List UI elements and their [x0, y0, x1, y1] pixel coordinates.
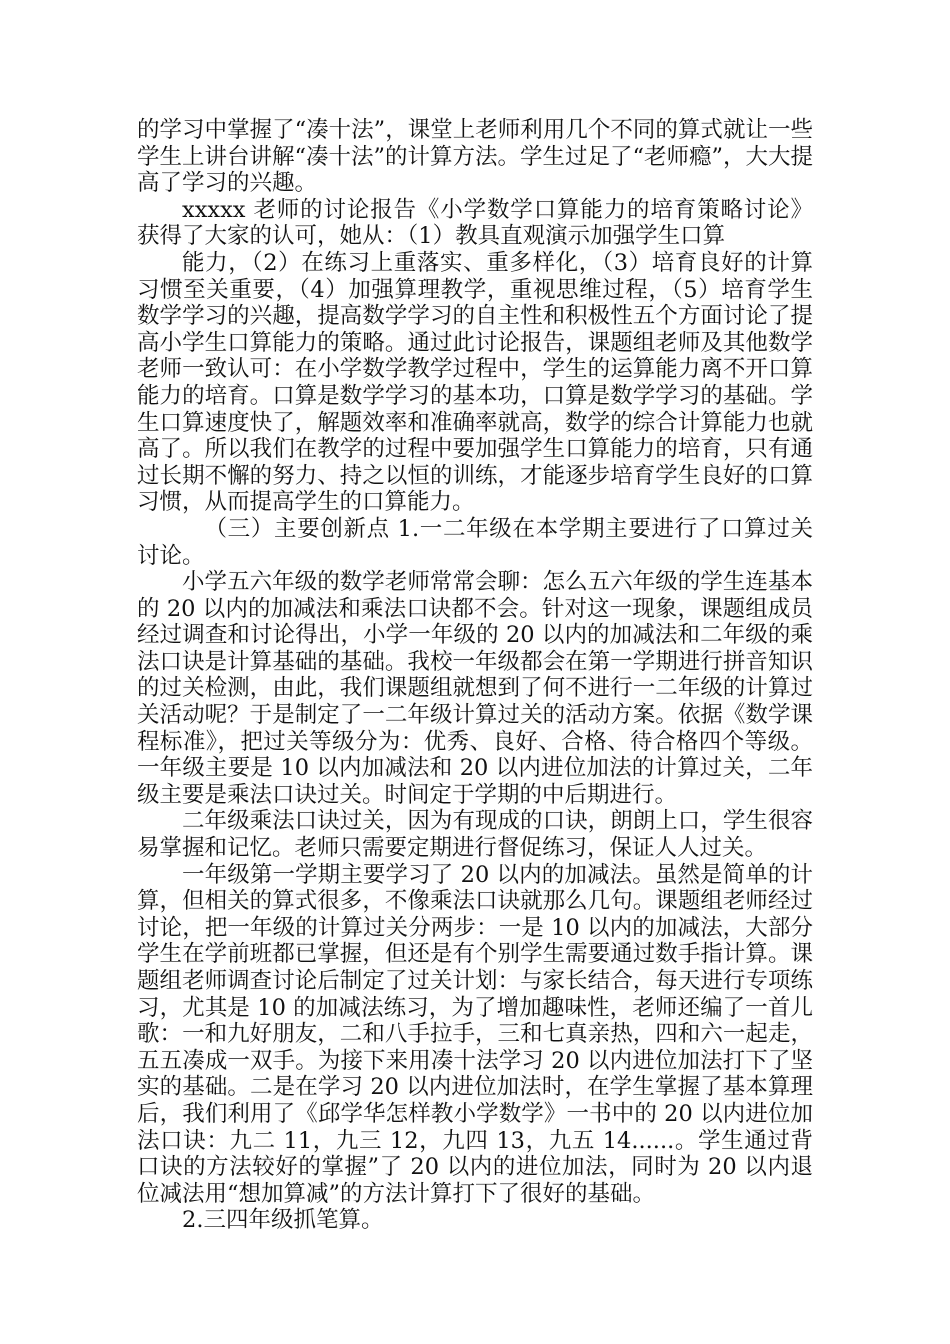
paragraph-grade-2-multiplication: 二年级乘法口诀过关，因为有现成的口诀，朗朗上口，学生很容易掌握和记忆。老师只需要定期进行督促练习，保证人人过关。	[137, 808, 813, 862]
paragraph-report-strategies: 能力，（2）在练习上重落实、重多样化，（3）培育良好的计算习惯至关重要，（4）加强算理教学，重视思维过程，（5）培育学生数学学习的兴趣，提高数学学习的自主性和积极性五个方面讨论了提高小学生口算能力的策略。通过此讨论报告，课题组老师及其他数学老师一致认可：在小学数学教学过程中，学生的运算能力离不开口算能力的培育。口算是数学学习的基本功，口算是数学学习的基础。学生口算速度快了，解题效率和准确率就高，数学的综合计算能力也就高了。所以我们在教学的过程中要加强学生口算能力的培育，只有通过长期不懈的努力、持之以恒的训练，才能逐步培育学生良好的口算习惯，从而提高学生的口算能力。	[137, 249, 813, 516]
paragraph-continuation: 的学习中掌握了“凑十法”，课堂上老师利用几个不同的算式就让一些学生上讲台讲解“凑十法”的计算方法。学生过足了“老师瘾”，大大提高了学习的兴趣。	[137, 117, 814, 197]
document-page	[137, 117, 813, 1234]
paragraph-innovation-heading: （三）主要创新点 1.一二年级在本学期主要进行了口算过关讨论。	[137, 515, 813, 569]
paragraph-report-intro: xxxxx 老师的讨论报告《小学数学口算能力的培育策略讨论》获得了大家的认可，她从：（1）教具直观演示加强学生口算	[137, 196, 813, 250]
paragraph-grade-1-addition: 一年级第一学期主要学习了 20 以内的加减法。虽然是简单的计算，但相关的算式很多，不像乘法口诀就那么几句。课题组老师经过讨论，把一年级的计算过关分两步：一是 10 以内的加减法，大部分学生在学前班都已掌握，但还是有个别学生需要通过数手指计算。课题组老师调查讨论后制定了过关计划：与家长结合，每天进行专项练习，尤其是 10 的加减法练习，为了增加趣味性，老师还编了一首儿歌：一和九好朋友，二和八手拉手，三和七真亲热，四和六一起走，五五凑成一双手。为接下来用凑十法学习 20 以内进位加法打下了坚实的基础。二是在学习 20 以内进位加法时，在学生掌握了基本算理后，我们利用了《邱学华怎样教小学数学》一书中的 20 以内进位加法口诀：九二 11，九三 12，九四 13，九五 14......。学生通过背口诀的方法较好的掌握”了 20 以内的进位加法，同时为 20 以内退位减法用“想加算减”的方法计算打下了很好的基础。	[137, 861, 813, 1207]
paragraph-grade-3-4-heading: 2.三四年级抓笔算。	[182, 1207, 384, 1234]
paragraph-grade-1-2-plan: 小学五六年级的数学老师常常会聊：怎么五六年级的学生连基本的 20 以内的加减法和乘法口诀都不会。针对这一现象，课题组成员经过调查和讨论得出，小学一年级的 20 以内的加减法和二年级的乘法口诀是计算基础的基础。我校一年级都会在第一学期进行拼音知识的过关检测，由此，我们课题组就想到了何不进行一二年级的计算过关活动呢？于是制定了一二年级计算过关的活动方案。依据《数学课程标准》，把过关等级分为：优秀、良好、合格、待合格四个等级。一年级主要是 10 以内加减法和 20 以内进位加法的计算过关，二年级主要是乘法口诀过关。时间定于学期的中后期进行。	[137, 569, 813, 808]
